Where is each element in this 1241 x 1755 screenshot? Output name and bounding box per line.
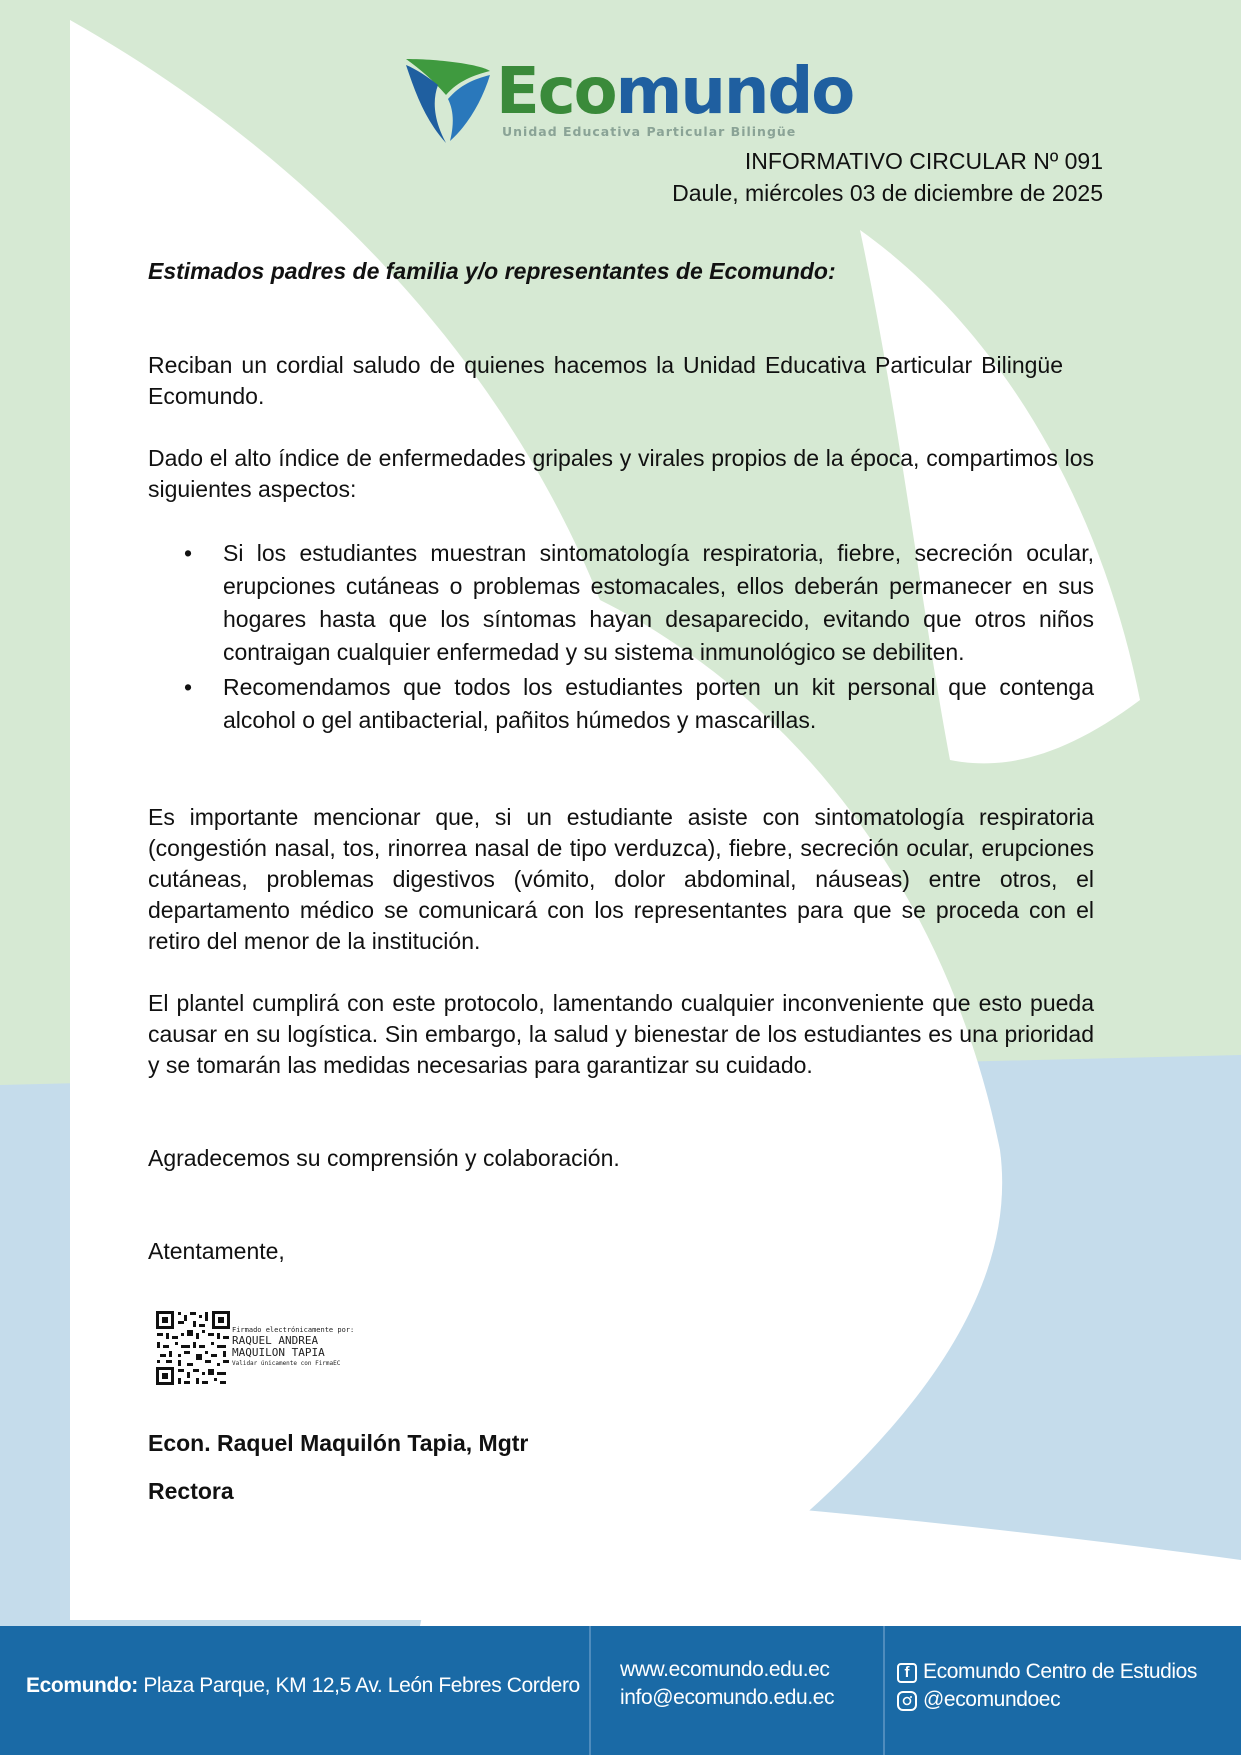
instagram-icon[interactable]: [897, 1691, 917, 1711]
footer-bar: [0, 1626, 1241, 1755]
footer-address-text: Plaza Parque, KM 12,5 Av. León Febres Cordero: [143, 1674, 580, 1697]
date-line: Daule, miércoles 03 de diciembre de 2025: [672, 180, 1103, 206]
footer-address: [26, 1674, 580, 1698]
signer-line-2: MAQUILON TAPIA: [232, 1346, 325, 1359]
circular-number: INFORMATIVO CIRCULAR Nº 091: [744, 148, 1103, 174]
footer-website-link[interactable]: www.ecomundo.edu.ec: [620, 1658, 830, 1681]
list-item-text: Recomendamos que todos los estudiantes porten un kit personal que contenga alcohol o gel antibacterial, pañitos húmedos y mascarillas.: [223, 674, 1094, 733]
bullet-icon: •: [184, 540, 193, 566]
brand-wordmark: [496, 55, 854, 129]
important-paragraph: Es importante mencionar que, si un estudiante asiste con sintomatología respiratoria (congestión nasal, tos, rinorrea nasal de tipo verduzca), fiebre, secreción ocular, erupciones cutáneas, problemas digestivos (vómito, dolor abdominal, náuseas) entre otros, el departamento médico se comunicará con los representantes para que se proceda con el retiro del menor de la institución.: [148, 804, 1094, 954]
signatory-role: Rectora: [148, 1478, 234, 1504]
footer-instagram-link[interactable]: @ecomundoec: [923, 1688, 1061, 1711]
closing-line: Atentamente,: [148, 1238, 285, 1264]
thanks-line: Agradecemos su comprensión y colaboración.: [148, 1145, 620, 1171]
context-paragraph: Dado el alto índice de enfermedades gripales y virales propios de la época, compartimos los siguientes aspectos:: [148, 445, 1094, 502]
salutation: Estimados padres de familia y/o representantes de Ecomundo:: [148, 258, 836, 284]
sail-leaf-logo-icon: [402, 55, 494, 147]
footer-divider: [883, 1626, 885, 1755]
footer-email-link[interactable]: info@ecomundo.edu.ec: [620, 1686, 835, 1709]
qr-code-icon: [154, 1309, 232, 1387]
list-item: [148, 671, 1094, 737]
validate-note: Validar únicamente con FirmaEC: [232, 1360, 341, 1367]
list-item-text: Si los estudiantes muestran sintomatología respiratoria, fiebre, secreción ocular, erupciones cutáneas o problemas estomacales, ellos deberán permanecer en sus hogares hasta que los síntomas hayan desaparecido, evitando que otros niños contraigan cualquier enfermedad y su sistema inmunológico se debiliten.: [223, 540, 1094, 665]
bullet-icon: •: [184, 674, 193, 700]
intro-paragraph: Reciban un cordial saludo de quienes hacemos la Unidad Educativa Particular Bilingüe Ecomundo.: [148, 352, 1063, 409]
signer-line-1: RAQUEL ANDREA: [232, 1334, 319, 1347]
facebook-icon[interactable]: f: [897, 1663, 917, 1683]
footer-divider: [589, 1626, 591, 1755]
brand-wordmark-part1: Eco: [496, 55, 616, 129]
brand-subtitle: Unidad Educativa Particular Bilingüe: [502, 124, 797, 139]
brand-wordmark-part2: mundo: [615, 55, 854, 129]
footer-address-label: Ecomundo:: [26, 1674, 138, 1697]
signatory-name: Econ. Raquel Maquilón Tapia, Mgtr: [148, 1430, 529, 1456]
protocol-paragraph: El plantel cumplirá con este protocolo, lamentando cualquier inconveniente que esto pueda causar en su logística. Sin embargo, la salud y bienestar de los estudiantes es una prioridad y se tomarán las medidas necesarias para garantizar su cuidado.: [148, 990, 1094, 1078]
electronic-signature-text: [232, 1326, 354, 1368]
signed-by-label: Firmado electrónicamente por:: [232, 1326, 355, 1334]
list-item: [148, 537, 1094, 669]
aspects-list: [148, 537, 1094, 739]
footer-facebook-link[interactable]: Ecomundo Centro de Estudios: [923, 1660, 1198, 1683]
